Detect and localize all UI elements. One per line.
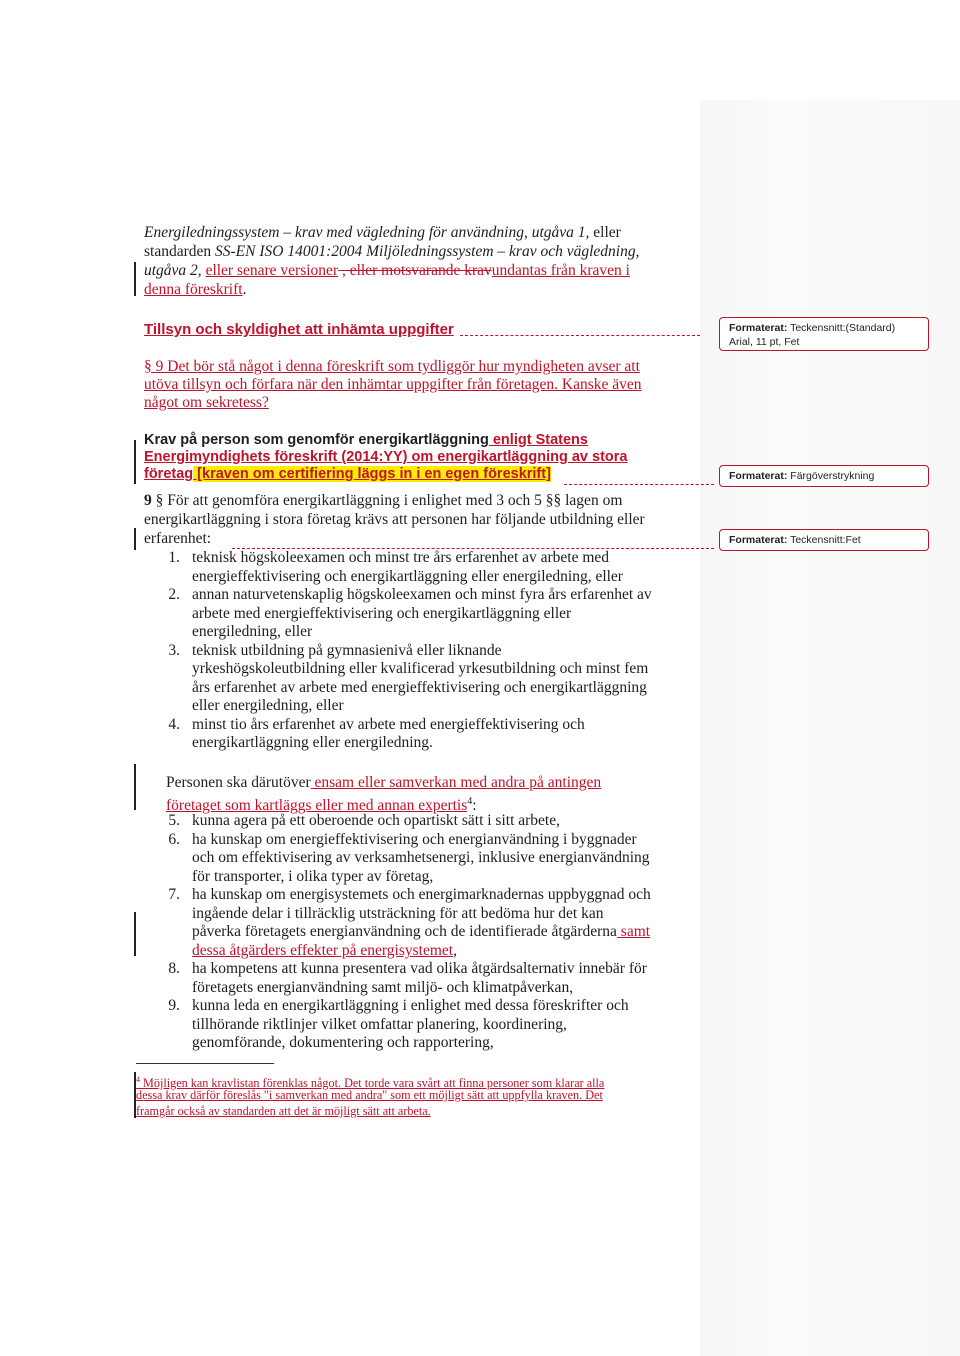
footnote-separator: [136, 1063, 274, 1064]
list-item-line: minst tio års erfarenhet av arbete med energieffektivisering och: [192, 715, 585, 733]
footnote-line-3: framgår också av standarden att det är möjligt sätt att arbeta.: [136, 1104, 431, 1118]
section-heading-krav: Krav på person som genomför energikartläggning enligt Statens: [144, 432, 588, 448]
list-item-number: 9.: [168, 997, 180, 1014]
list-item-line: ha kunskap om energisystemets och energimarknadernas uppbyggnad och: [192, 886, 651, 903]
paragraph-9-line-2: energikartläggning i stora företag krävs att personen har följande utbildning eller: [144, 511, 645, 528]
footnote-line-1: $^4$ Möjligen kan kravlistan förenklas något. Det torde vara svårt att finna personer som klarar alla: [136, 1075, 605, 1091]
comment-balloon-2[interactable]: Formaterat: Färgöverstrykning: [719, 465, 929, 487]
footnote-line-2: dessa krav därför föreslås "i samverkan med andra" som ett möjligt sätt att uppfylla kraven. Det: [136, 1088, 603, 1102]
margin-shade: [700, 100, 960, 1356]
list-item-line: kunna leda en energikartläggning i enlighet med dessa föreskrifter och: [192, 997, 629, 1014]
section1-line-3: något om sekretess?: [144, 394, 269, 411]
list-item-line: arbete med energieffektivisering och energikartläggning eller: [192, 604, 572, 622]
comment-balloon-3[interactable]: Formaterat: Teckensnitt:Fet: [719, 529, 929, 551]
change-bar: [134, 764, 136, 810]
intro-line-3: utgåva 2, eller senare versioner , eller motsvarande kravundantas från kraven i: [144, 262, 630, 279]
list-item-line: teknisk utbildning på gymnasienivå eller liknande: [192, 641, 502, 659]
comment-connector: [564, 484, 714, 485]
change-bar: [134, 528, 136, 550]
list-item-line: och om effektivisering av verksamhetsenergi, inklusive energianvändning: [192, 849, 650, 866]
change-bar: [134, 440, 136, 484]
list-item-number: 5.: [168, 812, 180, 829]
list-item-number: 2.: [168, 586, 180, 603]
list-item-line: annan naturvetenskaplig högskoleexamen och minst fyra års erfarenhet av: [192, 586, 652, 603]
intro-line-4: denna föreskrift.: [144, 281, 247, 298]
list-item-line: eller energiledning, eller: [192, 697, 344, 714]
section-heading-krav-line-2: Energimyndighets föreskrift (2014:YY) om energikartläggning av stora: [144, 449, 628, 465]
comment-connector: [460, 335, 700, 336]
list-item-line: energikartläggning eller energiledning.: [192, 734, 433, 751]
list-item-line: ha kompetens att kunna presentera vad olika åtgärdsalternativ innebär för: [192, 960, 647, 977]
list-item-line: ha kunskap om energieffektivisering och energianvändning i byggnader: [192, 830, 637, 848]
list-item-line: för transporter, i olika typer av företag,: [192, 867, 434, 885]
list-item-number: 3.: [168, 641, 180, 659]
list-item-line: energiledning, eller: [192, 623, 313, 640]
list-item-line: påverka företagets energianvändning och de identifierade åtgärderna samt: [192, 923, 651, 940]
paragraph-9-line-3: erfarenhet:: [144, 530, 212, 547]
list-item-line: teknisk högskoleexamen och minst tre års erfarenhet av arbete med: [192, 549, 610, 566]
section-heading-krav-line-3: företag [kraven om certifiering läggs in i en egen föreskrift]: [144, 466, 551, 482]
comment-balloon-1[interactable]: Formaterat: Teckensnitt:(Standard) Arial, 11 pt, Fet: [719, 317, 929, 351]
item-7-insertion: dessa åtgärders effekter på energisystemet,: [192, 942, 457, 959]
list-item-line: yrkeshögskoleutbildning eller kvalificerad yrkesutbildning och minst fem: [192, 660, 649, 677]
change-bar: [134, 262, 136, 296]
list-item-number: 8.: [168, 960, 180, 977]
section3-line-1: Personen ska därutöver ensam eller samverkan med andra på antingen: [166, 774, 602, 791]
section3-line-2: företaget som kartläggs eller med annan expertis$^4$:: [166, 796, 477, 815]
list-item-number: 1.: [168, 549, 180, 566]
paragraph-9-line-1: 9 § För att genomföra energikartläggning i enlighet med 3 och 5 §§ lagen om: [144, 492, 623, 509]
section1-line-2: utöva tillsyn och förfara när den inhämtar uppgifter från företagen. Kanske även: [144, 376, 642, 393]
list-item-line: energieffektivisering och energikartläggning eller energiledning, eller: [192, 567, 623, 585]
intro-line-1: Energiledningssystem – krav med vägledning för användning, utgåva 1, eller: [144, 224, 621, 241]
list-item-line: företagets energianvändning samt miljö- och klimatpåverkan,: [192, 978, 574, 996]
change-bar: [134, 912, 136, 956]
list-item-line: genomförande, dokumentering och rapportering,: [192, 1034, 494, 1051]
list-item-number: 7.: [168, 886, 180, 903]
intro-line-2: standarden SS-EN ISO 14001:2004 Miljöledningssystem – krav och vägledning,: [144, 243, 640, 260]
list-item-number: 4.: [168, 715, 180, 733]
list-item-number: 6.: [168, 830, 180, 848]
list-item-line: ingående delar i tillräcklig utsträckning för att bedöma hur det kan: [192, 904, 604, 922]
list-item-line: års erfarenhet av arbete med energieffektivisering och energikartläggning: [192, 678, 647, 696]
section-heading-tillsyn: Tillsyn och skyldighet att inhämta uppgifter: [144, 321, 454, 338]
list-item-line: kunna agera på ett oberoende och opartiskt sätt i sitt arbete,: [192, 812, 560, 829]
section1-line-1: § 9 Det bör stå något i denna föreskrift som tydliggör hur myndigheten avser att: [144, 358, 640, 375]
list-item-line: tillhörande riktlinjer vilket omfattar planering, koordinering,: [192, 1015, 567, 1033]
